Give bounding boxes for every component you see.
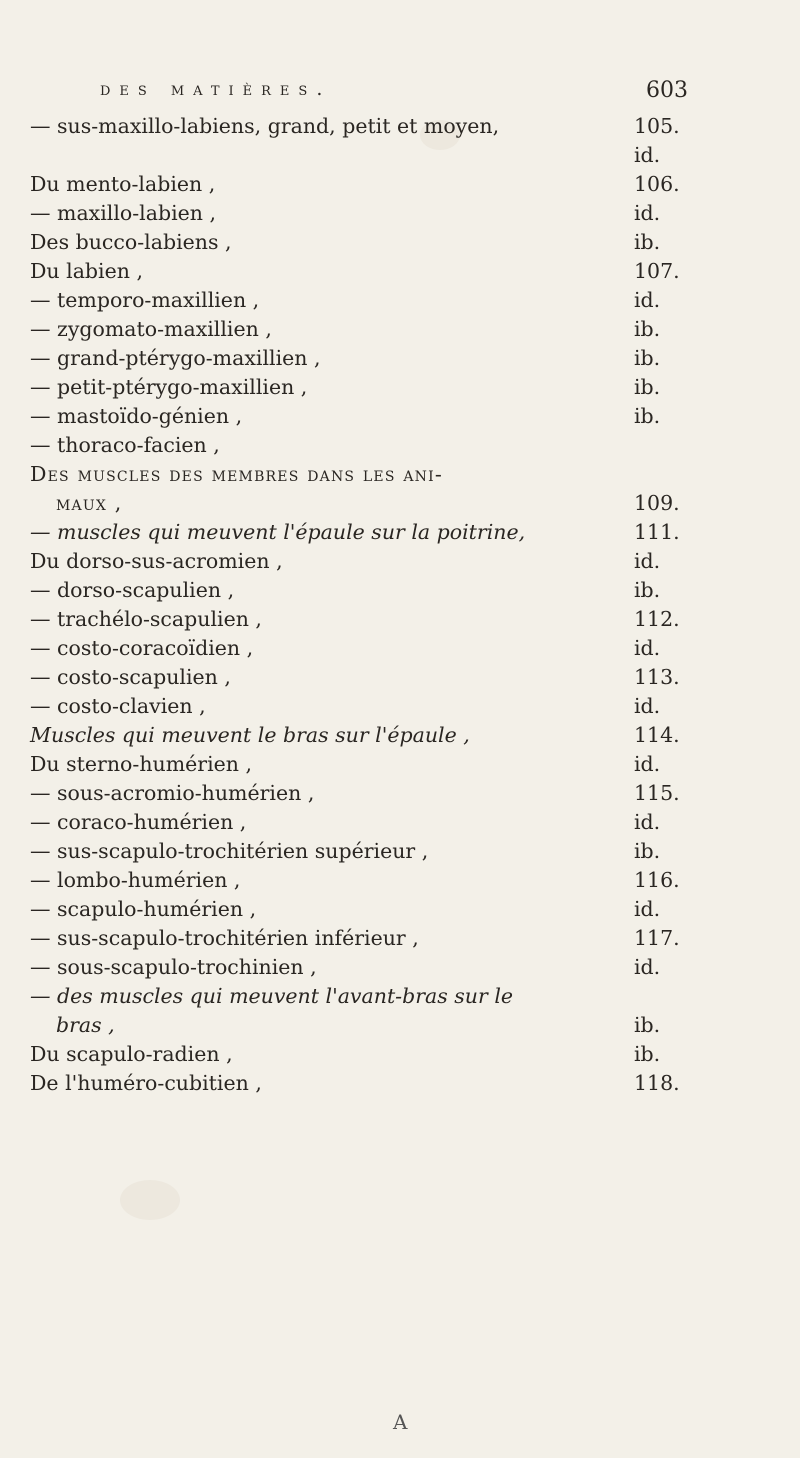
page-reference: 113. bbox=[634, 665, 680, 689]
toc-entry bbox=[30, 170, 680, 199]
toc-entry bbox=[30, 141, 670, 170]
page-reference: 116. bbox=[634, 868, 680, 892]
entry-text: — costo-coracoïdien , bbox=[30, 636, 254, 660]
toc-entry bbox=[30, 257, 680, 286]
entry-text: De l'huméro-cubitien , bbox=[30, 1071, 262, 1095]
toc-entry bbox=[30, 663, 680, 692]
toc-entry bbox=[30, 721, 680, 750]
toc-entry bbox=[30, 692, 670, 721]
toc-entry bbox=[30, 953, 670, 982]
page-reference: id. bbox=[634, 897, 661, 921]
entry-text: — scapulo-humérien , bbox=[30, 897, 257, 921]
entry-text: Du sterno-humérien , bbox=[30, 752, 253, 776]
toc-entry bbox=[30, 431, 670, 460]
entry-text: — sus-scapulo-trochitérien inférieur , bbox=[30, 926, 419, 950]
toc-entry bbox=[30, 576, 670, 605]
entry-text: — sous-acromio-humérien , bbox=[30, 781, 315, 805]
toc-entry bbox=[30, 779, 680, 808]
entry-text: — maxillo-labien , bbox=[30, 201, 217, 225]
entry-text: — coraco-humérien , bbox=[30, 810, 247, 834]
entry-text: — sus-maxillo-labiens, grand, petit et moyen, bbox=[30, 114, 500, 138]
entry-text: Des bucco-labiens , bbox=[30, 230, 232, 254]
toc-entry bbox=[30, 837, 670, 866]
page-reference: id. bbox=[634, 143, 661, 167]
page-reference: ib. bbox=[634, 346, 661, 370]
entry-text: Du mento-labien , bbox=[30, 172, 216, 196]
toc-entry bbox=[30, 605, 680, 634]
entry-text: — dorso-scapulien , bbox=[30, 578, 235, 602]
toc-entry bbox=[30, 1040, 670, 1069]
page-reference: 105. bbox=[634, 114, 680, 138]
toc-entry bbox=[30, 228, 670, 257]
page-reference: ib. bbox=[634, 375, 661, 399]
entry-text: — grand-ptérygo-maxillien , bbox=[30, 346, 321, 370]
entry-text: — costo-clavien , bbox=[30, 694, 206, 718]
page-reference: id. bbox=[634, 694, 661, 718]
toc-entry bbox=[30, 460, 670, 489]
page-reference: 118. bbox=[634, 1071, 680, 1095]
entry-text: — trachélo-scapulien , bbox=[30, 607, 262, 631]
page-reference: 112. bbox=[634, 607, 680, 631]
page-reference: ib. bbox=[634, 317, 661, 341]
toc-entry bbox=[30, 1011, 670, 1040]
toc-entry bbox=[30, 199, 670, 228]
page-reference: 115. bbox=[634, 781, 680, 805]
toc-entry bbox=[30, 634, 670, 663]
entry-text: Du labien , bbox=[30, 259, 143, 283]
page-header bbox=[100, 78, 688, 112]
toc-entry bbox=[30, 344, 670, 373]
toc-entry bbox=[30, 866, 680, 895]
entry-text: — mastoïdo-génien , bbox=[30, 404, 243, 428]
entry-text: — sus-scapulo-trochitérien supérieur , bbox=[30, 839, 429, 863]
toc-entry bbox=[30, 315, 670, 344]
page-reference: 106. bbox=[634, 172, 680, 196]
toc-entry bbox=[30, 808, 670, 837]
signature-mark: A bbox=[393, 1410, 408, 1434]
entry-text: — des muscles qui meuvent l'avant-bras sur le bbox=[30, 984, 514, 1008]
page-reference: ib. bbox=[634, 578, 661, 602]
toc-entry bbox=[30, 547, 670, 576]
running-title: des matières. bbox=[100, 78, 332, 100]
entry-text: — muscles qui meuvent l'épaule sur la poitrine, bbox=[30, 520, 526, 544]
page-reference: 114. bbox=[634, 723, 680, 747]
page-reference: id. bbox=[634, 201, 661, 225]
toc-entry bbox=[30, 895, 670, 924]
entry-text: Du dorso-sus-acromien , bbox=[30, 549, 283, 573]
page-reference: 117. bbox=[634, 926, 680, 950]
page-reference: ib. bbox=[634, 230, 661, 254]
entry-text: — petit-ptérygo-maxillien , bbox=[30, 375, 308, 399]
entry-text: Des muscles des membres dans les ani- bbox=[30, 462, 443, 486]
page-reference: id. bbox=[634, 549, 661, 573]
page-reference: 111. bbox=[634, 520, 680, 544]
page-reference: id. bbox=[634, 636, 661, 660]
toc-entry bbox=[30, 402, 670, 431]
entry-text: — thoraco-facien , bbox=[30, 433, 220, 457]
entry-text: — zygomato-maxillien , bbox=[30, 317, 272, 341]
toc-entry bbox=[30, 924, 680, 953]
page-reference: 109. bbox=[634, 491, 680, 515]
table-of-contents bbox=[30, 112, 680, 1098]
page-reference: ib. bbox=[634, 1013, 661, 1037]
page-reference: id. bbox=[634, 752, 661, 776]
page-reference: id. bbox=[634, 810, 661, 834]
page-reference: 107. bbox=[634, 259, 680, 283]
toc-entry bbox=[30, 982, 670, 1011]
page-reference: id. bbox=[634, 955, 661, 979]
page-number: 603 bbox=[646, 78, 688, 103]
toc-entry bbox=[30, 518, 680, 547]
entry-text: — temporo-maxillien , bbox=[30, 288, 260, 312]
entry-text: bras , bbox=[56, 1013, 115, 1037]
toc-entry bbox=[30, 286, 670, 315]
page-reference: id. bbox=[634, 288, 661, 312]
entry-text: Du scapulo-radien , bbox=[30, 1042, 233, 1066]
toc-entry bbox=[30, 750, 670, 779]
entry-text: maux , bbox=[56, 491, 123, 515]
paper-stain bbox=[120, 1180, 180, 1220]
entry-text: — costo-scapulien , bbox=[30, 665, 231, 689]
page-reference: ib. bbox=[634, 839, 661, 863]
toc-entry bbox=[30, 112, 680, 141]
page-reference: ib. bbox=[634, 404, 661, 428]
page-reference: ib. bbox=[634, 1042, 661, 1066]
toc-entry bbox=[30, 489, 680, 518]
toc-entry bbox=[30, 1069, 680, 1098]
toc-entry bbox=[30, 373, 670, 402]
entry-text: — sous-scapulo-trochinien , bbox=[30, 955, 317, 979]
entry-text: Muscles qui meuvent le bras sur l'épaule , bbox=[30, 723, 470, 747]
entry-text: — lombo-humérien , bbox=[30, 868, 241, 892]
